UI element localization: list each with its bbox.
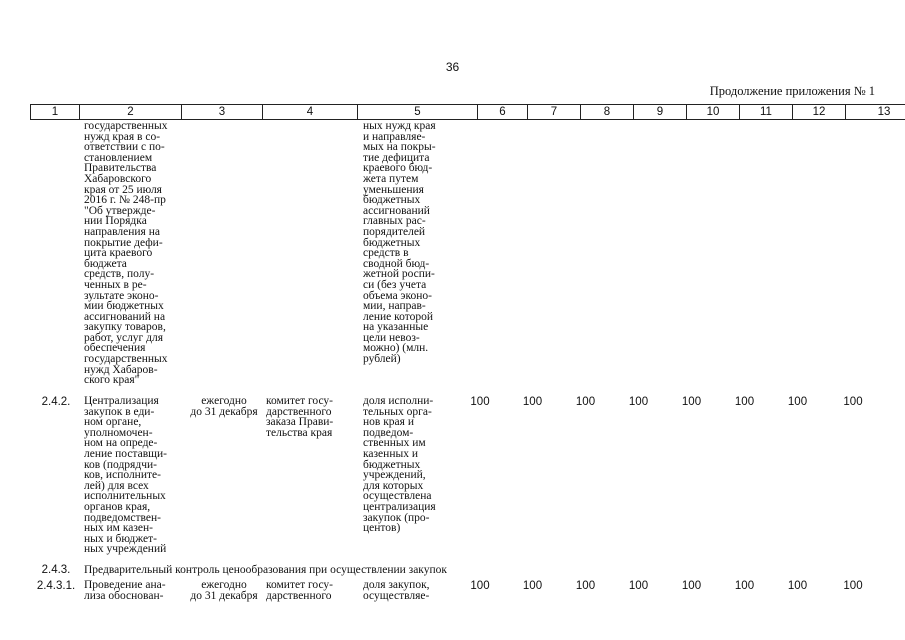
measure-text: государственных нужд края в со- ответствии с по- становлением Правительства Хабаровского края от 25 июля 2016 г. № 248-пр "Об утвержде- нии Порядка направления на покрытие дефи- цита краевого бюджета средств, полу- ченных в ре- зультате эконо- мии бюджетных ассигнований на закупку товаров, работ, услуг для обеспечения государственных нужд Хабаров- ского края": [84, 120, 168, 387]
value-col-13: 100: [843, 396, 863, 408]
column-header-3: 3: [182, 105, 263, 120]
value-col-9: 100: [628, 396, 649, 408]
indicator-text: доля исполни- тельных орга- нов края и подведом- ственных им казенных и бюджетных учреждений, для которых осуществлена централизация закупок (про- центов): [363, 395, 436, 535]
measure-text: Централизация закупок в еди- ном органе, уполномочен- ном на опреде- ление поставщи- ков (подрядчи- ков, исполните- лей) для всех исполнительных органов края, подведомствен- ных им казен- ных и бюджет- ных учреждений: [84, 395, 167, 556]
row-number: 2.4.3.: [41, 564, 71, 576]
value-col-10: 100: [681, 580, 702, 592]
column-header-5: 5: [358, 105, 478, 120]
continuation-note: Продолжение приложения № 1: [709, 84, 875, 98]
value-col-9: 100: [628, 580, 649, 592]
deadline-text: ежегодно до 31 декабря: [190, 395, 258, 418]
column-header-8: 8: [581, 105, 634, 120]
value-col-10: 100: [681, 396, 702, 408]
column-header-13: 13: [846, 105, 905, 120]
table-row: [30, 580, 882, 610]
column-header-6: 6: [478, 105, 528, 120]
section-title: Предварительный контроль ценообразования при осуществлении закупок: [84, 564, 447, 576]
value-col-6: 100: [470, 580, 490, 592]
column-header-10: 10: [687, 105, 740, 120]
value-col-7: 100: [522, 580, 543, 592]
column-header-7: 7: [528, 105, 581, 120]
column-header-1: 1: [31, 105, 80, 120]
value-col-12: 100: [787, 580, 808, 592]
deadline-text: ежегодно до 31 декабря: [190, 579, 258, 602]
page-number: 36: [445, 60, 460, 74]
indicator-text: доля закупок, осуществляе-: [363, 579, 430, 602]
responsible-text: комитет госу- дарственного: [266, 579, 333, 602]
row-number: 2.4.3.1.: [36, 580, 76, 592]
row-number: 2.4.2.: [41, 396, 71, 408]
table-row: [30, 396, 882, 561]
value-col-6: 100: [470, 396, 490, 408]
value-col-13: 100: [843, 580, 863, 592]
table-row: [30, 121, 882, 391]
value-col-12: 100: [787, 396, 808, 408]
responsible-text: комитет госу- дарственного заказа Прави- тельства края: [266, 395, 334, 439]
column-header-12: 12: [793, 105, 846, 120]
table-header: [30, 104, 905, 120]
column-header-11: 11: [740, 105, 793, 120]
value-col-11: 100: [734, 580, 755, 592]
table-row: [30, 564, 882, 578]
column-header-9: 9: [634, 105, 687, 120]
measure-text: Проведение ана- лиза обоснован-: [84, 579, 166, 602]
value-col-8: 100: [575, 580, 596, 592]
value-col-8: 100: [575, 396, 596, 408]
column-header-2: 2: [80, 105, 182, 120]
indicator-text: ных нужд края и направляе- мых на покры- тие дефицита краевого бюд- жета путем уменьшения бюджетных ассигнований главных рас- порядителей бюджетных средств в сводной бюд- жетной роспи- си (без учета объема эконо- мии, направ- ление которой на указанные цели невоз- можно) (млн. рублей): [363, 120, 436, 366]
value-col-7: 100: [522, 396, 543, 408]
value-col-11: 100: [734, 396, 755, 408]
column-header-4: 4: [263, 105, 358, 120]
